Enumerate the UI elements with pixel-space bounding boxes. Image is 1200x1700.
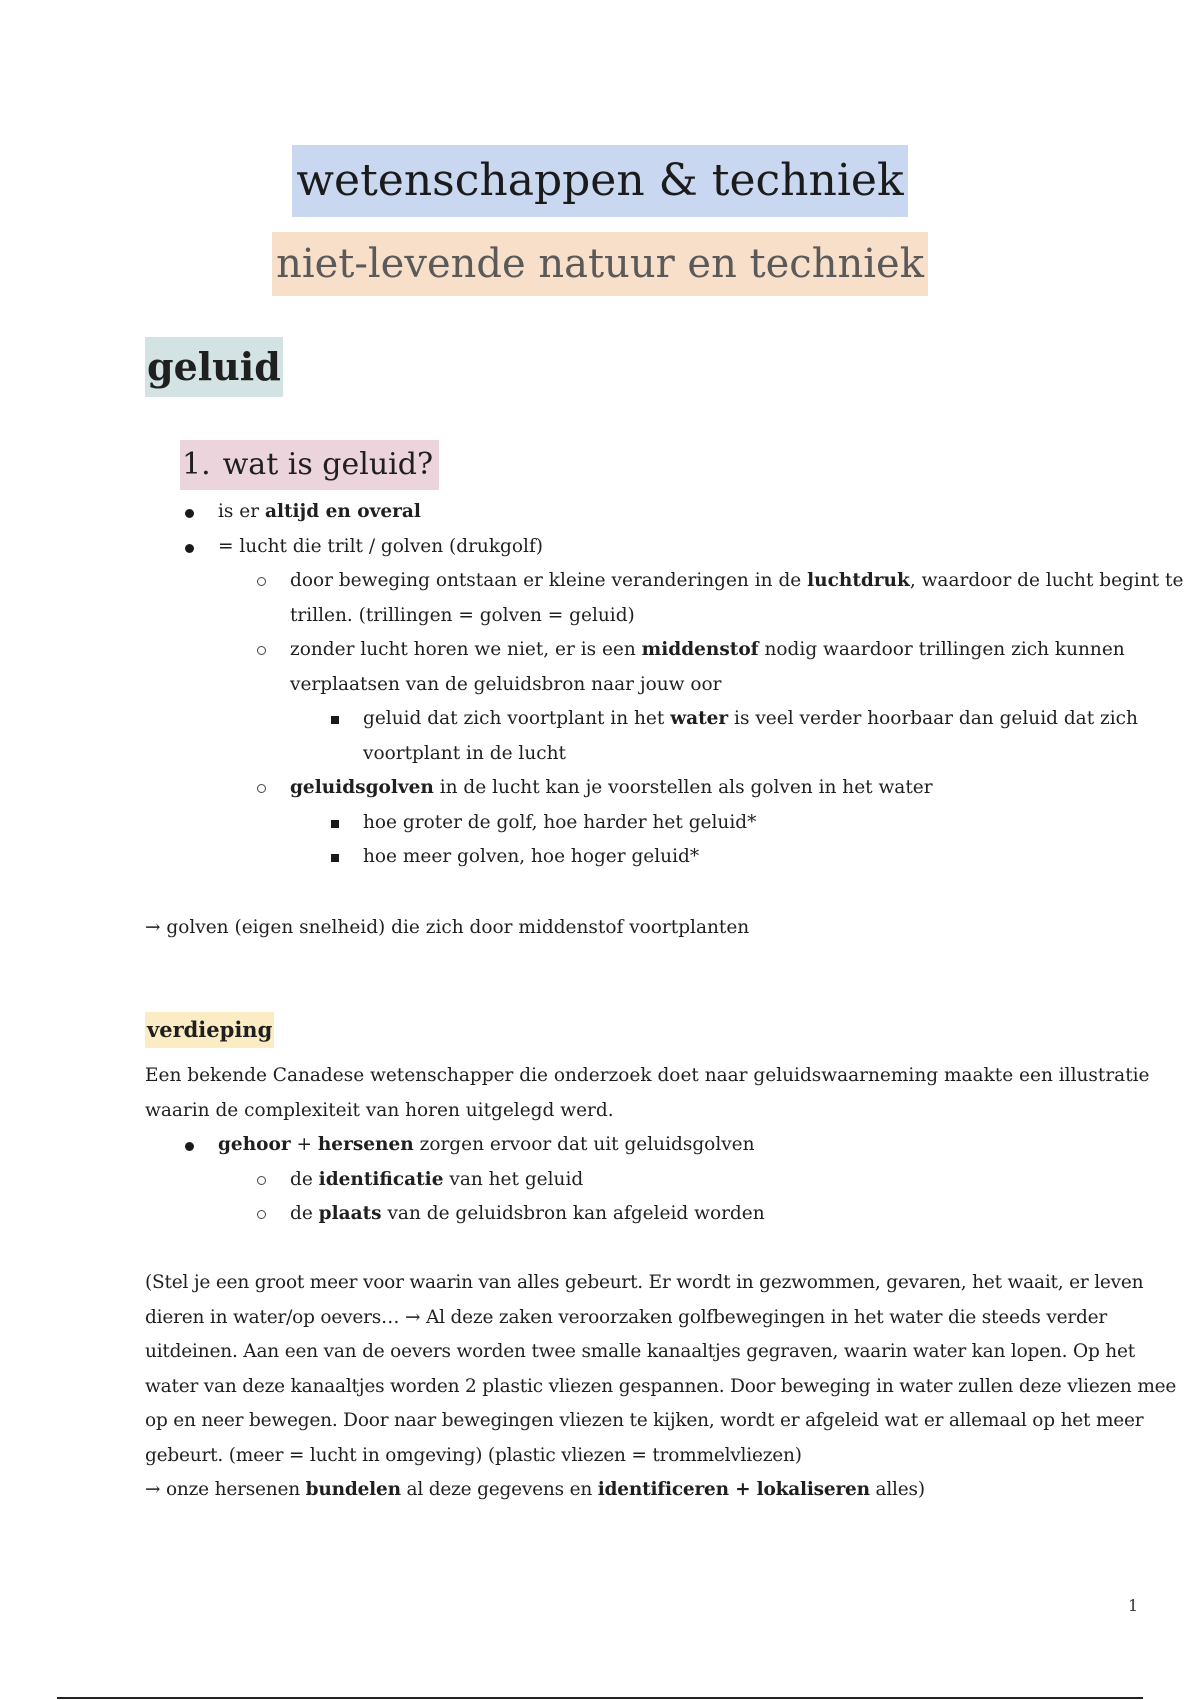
bold-text: middenstof [641, 639, 759, 660]
bullet-circle [257, 1176, 266, 1185]
text: gebeurt. (meer = lucht in omgeving) (plastic vliezen = trommelvliezen) [145, 1444, 802, 1466]
text: uitdeinen. Aan een van de oevers worden twee smalle kanaaltjes gegraven, waarin water kan lopen. Op het [145, 1341, 1135, 1362]
bold-text: identificeren + lokaliseren [597, 1479, 870, 1500]
conclusion-line [145, 1473, 1175, 1508]
list-item [0, 840, 1200, 875]
list-item [0, 530, 1200, 565]
verdieping-paragraph [145, 1266, 1175, 1508]
list-item [0, 771, 1200, 806]
text: water van deze kanaaltjes worden 2 plastic vliezen gespannen. Door beweging in water zullen deze vliezen mee [145, 1375, 1177, 1397]
text: voortplant in de lucht [363, 742, 566, 764]
text: van de geluidsbron kan afgeleid worden [381, 1203, 765, 1224]
bold-text: water [670, 708, 729, 729]
text: nodig waardoor trillingen zich kunnen [758, 639, 1125, 660]
heading-verdieping: verdieping [145, 1012, 274, 1048]
list-item [0, 1163, 1200, 1198]
bold-text: identificatie [318, 1168, 444, 1190]
text: hoe meer golven, hoe hoger geluid* [363, 846, 700, 867]
verdieping-intro [145, 1059, 1155, 1128]
text: (Stel je een groot meer voor waarin van alles gebeurt. Er wordt in gezwommen, gevaren, het waait, er leven [145, 1272, 1144, 1293]
text: = lucht die trilt / golven (drukgolf) [218, 535, 544, 557]
bullet-square [331, 716, 339, 724]
title-row [0, 145, 1200, 217]
page-subtitle: niet-levende natuur en techniek [272, 232, 928, 296]
section-title: wat is geluid? [222, 447, 434, 482]
text: Een bekende Canadese wetenschapper die onderzoek doet naar geluidswaarneming maakte een illustratie [145, 1065, 1150, 1086]
list-item [0, 1197, 1200, 1232]
bold-text: luchtdruk [807, 570, 910, 591]
text: zonder lucht horen we niet, er is een [290, 639, 642, 660]
bullet-square [331, 854, 339, 862]
bold-text: geluidsgolven [290, 777, 434, 798]
bullet-square [331, 820, 339, 828]
bullet-dot [185, 509, 194, 518]
list-item [0, 564, 1200, 633]
text: de [290, 1203, 319, 1224]
geluid-list [0, 495, 1200, 875]
text: hoe groter de golf, hoe harder het geluid* [363, 811, 757, 833]
text: zorgen ervoor dat uit geluidsgolven [413, 1134, 755, 1155]
page-bottom-divider [57, 1697, 1143, 1699]
text: , waardoor de lucht begint te [909, 570, 1184, 591]
bold-text: hersenen [317, 1134, 414, 1155]
section-heading [180, 440, 439, 490]
text: de [290, 1168, 319, 1190]
bold-text: altijd en overal [264, 501, 421, 522]
verdieping-list [0, 1128, 1200, 1232]
bullet-circle [257, 646, 266, 655]
bullet-circle [257, 577, 266, 586]
bold-text: gehoor [218, 1134, 291, 1155]
text: geluid dat zich voortplant in het [363, 708, 671, 729]
text: → onze hersenen [145, 1479, 306, 1500]
text: trillen. (trillingen = golven = geluid) [290, 604, 635, 626]
summary-line: → golven (eigen snelheid) die zich door middenstof voortplanten [145, 917, 750, 938]
bullet-dot [185, 544, 194, 553]
text: door beweging ontstaan er kleine veranderingen in de [290, 570, 808, 591]
text: waarin de complexiteit van horen uitgelegd werd. [145, 1099, 614, 1121]
bullet-circle [257, 784, 266, 793]
bold-text: plaats [318, 1203, 382, 1224]
text: verplaatsen van de geluidsbron naar jouw oor [290, 673, 722, 695]
text: in de lucht kan je voorstellen als golven in het water [433, 777, 933, 798]
list-item [0, 633, 1200, 702]
text: van het geluid [443, 1168, 584, 1190]
text: alles) [869, 1479, 925, 1500]
bullet-dot [185, 1142, 194, 1151]
text: op en neer bewegen. Door naar bewegingen vliezen te kijken, wordt er afgeleid wat er allemaal op het meer [145, 1410, 1144, 1431]
heading-geluid: geluid [145, 337, 283, 397]
page-title: wetenschappen & techniek [292, 145, 907, 217]
bold-text: bundelen [305, 1479, 401, 1500]
list-item [0, 806, 1200, 841]
section-number: 1. [182, 447, 211, 482]
list-item [0, 702, 1200, 771]
list-item [0, 495, 1200, 530]
text: is veel verder hoorbaar dan geluid dat zich [728, 708, 1138, 729]
list-item [0, 1128, 1200, 1163]
text: dieren in water/op oevers… → Al deze zaken veroorzaken golfbewegingen in het water die steeds verder [145, 1306, 1108, 1328]
text: is er [218, 501, 265, 522]
text: + [290, 1134, 318, 1155]
page-number: 1 [1128, 1596, 1139, 1615]
bullet-circle [257, 1210, 266, 1219]
text: al deze gegevens en [400, 1479, 598, 1500]
subtitle-row [0, 232, 1200, 296]
